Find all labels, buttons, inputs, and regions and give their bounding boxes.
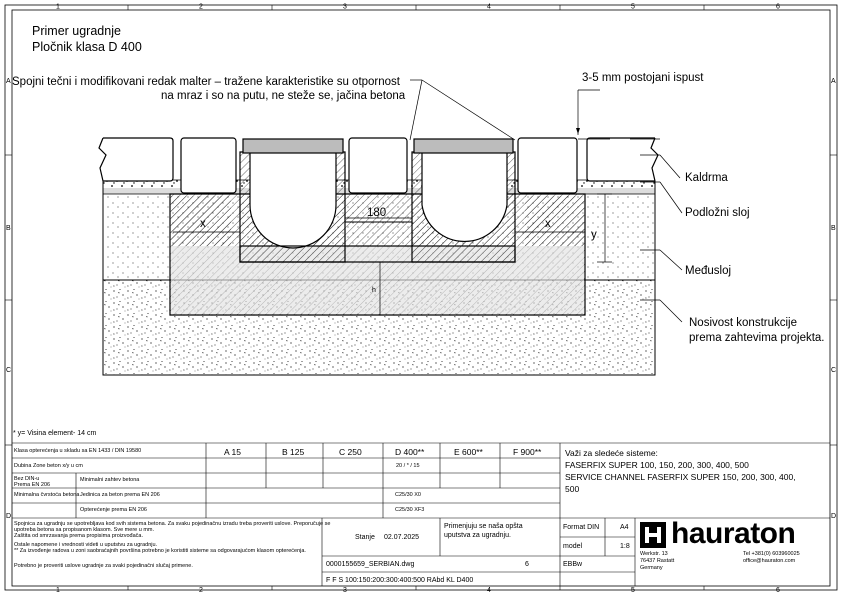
grid-col-4b: 4 bbox=[487, 587, 491, 594]
brand-logo: hauraton bbox=[671, 517, 796, 550]
row3-label: Minimalni zahtev betona bbox=[80, 477, 140, 483]
grating-right bbox=[414, 139, 513, 153]
state-date: 02.07.2025 bbox=[384, 534, 420, 541]
grid-row-a: A bbox=[6, 78, 11, 85]
dim-x-right: x bbox=[545, 218, 551, 230]
grid-row-c: C bbox=[6, 367, 12, 374]
mortar-callout-line-1: Spojni tečni i modifikovani redak malter – tražene karakteristike su otpornost bbox=[12, 76, 400, 88]
email: office@hauraton.com bbox=[743, 558, 796, 564]
title-line-1: Primer ugradnje bbox=[32, 24, 121, 38]
class-b125: B 125 bbox=[282, 447, 305, 457]
grid-col-2: 2 bbox=[199, 3, 203, 11]
fine-print-5: ** Za izvođenje radova u zoni saobraćajnih površina potrebno je koristiti sisteme sa odgovarajućom klasom opterećenja. bbox=[14, 548, 306, 554]
code: EBBw bbox=[563, 561, 583, 568]
fine-print-6: Potrebno je proveriti uslove ugradnje za svaki pojedinačni slučaj primene. bbox=[14, 563, 193, 569]
drawing-ref: F F S 100:150:200:300:400:500 RAbd KL D400 bbox=[326, 577, 474, 584]
grid-row-b2: B bbox=[831, 225, 836, 232]
grid-col-4: 4 bbox=[487, 3, 491, 11]
base-label-line-1: Nosivost konstrukcije bbox=[689, 317, 798, 329]
hauraton-logo-mark bbox=[640, 522, 666, 548]
address-line-3: Germany bbox=[640, 565, 663, 571]
title-line-2: Pločnik klasa D 400 bbox=[32, 40, 142, 54]
grid-col-6b: 6 bbox=[776, 587, 780, 594]
file-name: 0000155659_SERBIAN.dwg bbox=[326, 561, 415, 568]
row4-label: Minimalna čvrstoća betona bbox=[14, 492, 80, 498]
grid-row-c2: C bbox=[831, 367, 837, 374]
dim-gap-label: 180 bbox=[367, 207, 387, 219]
class-a15: A 15 bbox=[224, 447, 242, 457]
mortar-callout-line-2: na mraz i so na putu, ne steže se, jačina betona bbox=[161, 90, 406, 102]
grid-col-5: 5 bbox=[631, 3, 635, 11]
row5-value: C25/30 XF3 bbox=[395, 507, 425, 513]
state-label: Stanje bbox=[355, 534, 375, 541]
class-f900: F 900** bbox=[513, 447, 542, 457]
valid-systems-line-2: SERVICE CHANNEL FASERFIX SUPER 150, 200, 300, 400, bbox=[565, 472, 796, 482]
fine-print-3: Zaštita od smrzavanja prema propisima proizvođača. bbox=[14, 533, 144, 539]
grid-col-3b: 3 bbox=[343, 587, 347, 594]
fine-print-1: Spojnica za ugradnju se upotrebljava kod svih sistema betona. Za svaku pojedinačnu izradu treba proveriti uslove. Preporučuje se bbox=[14, 521, 331, 527]
dim-y: y bbox=[591, 229, 597, 241]
class-d400: D 400** bbox=[395, 447, 425, 457]
valid-systems-line-1: FASERFIX SUPER 100, 150, 200, 300, 400, 500 bbox=[565, 460, 749, 470]
scale-label: model bbox=[563, 543, 583, 550]
grid-col-1: 1 bbox=[56, 3, 60, 11]
class-c250: C 250 bbox=[339, 447, 362, 457]
drop-callout: 3-5 mm postojani ispust bbox=[582, 72, 704, 84]
phone: Tel +381(0) 603960025 bbox=[743, 551, 800, 557]
grid-row-d: D bbox=[6, 513, 12, 520]
scale-value: 1:8 bbox=[620, 543, 630, 550]
grid-row-d2: D bbox=[831, 513, 837, 520]
grid-col-5b: 5 bbox=[631, 587, 635, 594]
valid-systems-heading: Važi za sledeće sisteme: bbox=[565, 448, 658, 458]
dim-h: h bbox=[372, 287, 376, 294]
row3-a: Bez DIN-u bbox=[14, 476, 40, 482]
load-class-label: Klasa opterećenja u skladu sa EN 1433 / DIN 19580 bbox=[14, 448, 142, 454]
grid-row-b: B bbox=[6, 225, 11, 232]
fine-print-4: Ostale napomene i vrednosti videti u uputstvu za ugradnju. bbox=[14, 542, 158, 548]
row3-b: Prema EN 206 bbox=[14, 482, 51, 488]
address-line-1: Werkstr. 13 bbox=[640, 551, 668, 557]
file-number: 6 bbox=[525, 561, 529, 568]
depth-label: Dubina Zone beton x/y u cm bbox=[14, 463, 83, 469]
grid-col-1b: 1 bbox=[56, 587, 60, 594]
fine-print-2: upotreba betona sa propisanom klasom. Sve mere u mm. bbox=[14, 527, 155, 533]
grid-col-3: 3 bbox=[343, 3, 347, 11]
depth-value: 20 / * / 15 bbox=[396, 463, 420, 469]
grid-col-6: 6 bbox=[776, 3, 780, 11]
format-label: Format DIN bbox=[563, 524, 600, 531]
apply-note-line-1: Primenjuju se naša opšta bbox=[444, 523, 523, 530]
address-line-2: 76437 Rastatt bbox=[640, 558, 675, 564]
grating-left bbox=[243, 139, 343, 153]
row4-sub: Jedinica za beton prema EN 206 bbox=[80, 492, 160, 498]
format-value: A4 bbox=[620, 524, 629, 531]
paving-stones bbox=[103, 138, 655, 193]
interlayer-label: Međusloj bbox=[685, 265, 732, 277]
class-e600: E 600** bbox=[454, 447, 483, 457]
paving-label: Kaldrma bbox=[685, 172, 728, 184]
grid-col-2b: 2 bbox=[199, 587, 203, 594]
height-note: * y= Visina element- 14 cm bbox=[13, 430, 97, 437]
dim-x-left: x bbox=[200, 218, 206, 230]
valid-systems-line-3: 500 bbox=[565, 484, 580, 494]
base-label-line-2: prema zahtevima projekta. bbox=[689, 332, 825, 344]
apply-note-line-2: uputstva za ugradnju. bbox=[444, 532, 511, 539]
row5-label: Opterećenje prema EN 206 bbox=[80, 507, 147, 513]
grid-row-a2: A bbox=[831, 78, 836, 85]
bedding-label: Podložni sloj bbox=[685, 207, 750, 219]
row4-value: C25/30 X0 bbox=[395, 492, 421, 498]
